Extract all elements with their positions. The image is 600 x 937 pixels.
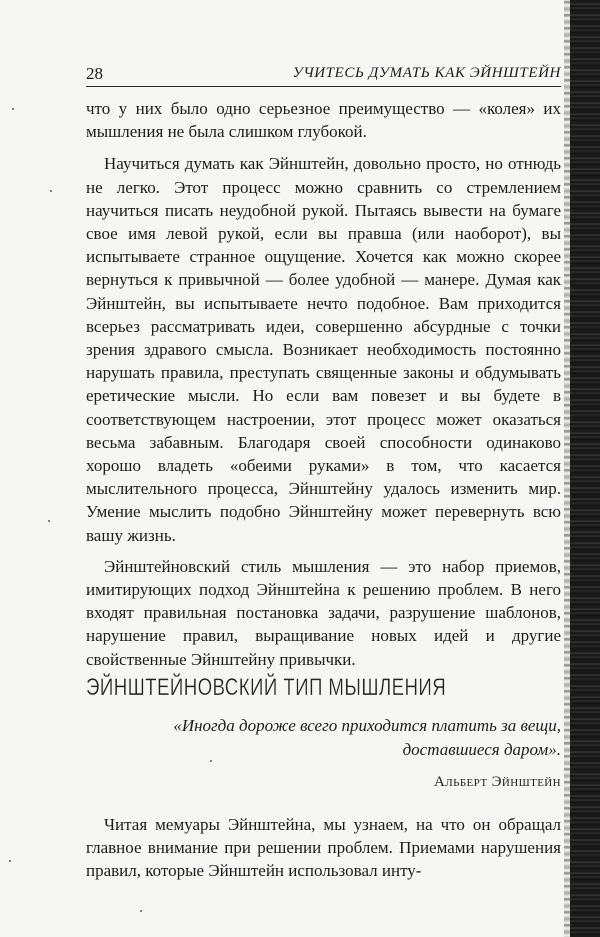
running-head: УЧИТЕСЬ ДУМАТЬ КАК ЭЙНШТЕЙН — [292, 65, 561, 81]
epigraph-attribution: Альберт Эйнштейн — [434, 774, 561, 790]
section-title: ЭЙНШТЕЙНОВСКИЙ ТИП МЫШЛЕНИЯ — [86, 674, 447, 701]
body-text — [86, 97, 561, 671]
page-header — [86, 62, 561, 87]
epigraph-quote: «Иногда дороже всего приходится платить за вещи, доставшиеся даром». — [173, 716, 561, 759]
paragraph-continued: что у них было одно серьезное преимущество — «колея» их мышления не была слишком глубокой. — [86, 99, 561, 142]
paragraph: Эйнштейновский стиль мышления — это набор приемов, имитирующих подход Эйнштейна к решению проблем. В него входят правильная постановка задачи, разрушение шаблонов, нарушение правил, выращивание новых идей и другие свойственные Эйнштейну привычки. — [86, 556, 561, 669]
paragraph: Читая мемуары Эйнштейна, мы узнаем, на что он обращал главное внимание при решении проблем. Приемами нарушения правил, которые Эйнштейн использовал инту- — [86, 815, 561, 881]
scan-edge — [570, 0, 600, 937]
page-number: 28 — [86, 64, 103, 83]
paragraph: Научиться думать как Эйнштейн, довольно просто, но отнюдь не легко. Этот процесс можно сравнить со стремлением научиться писать неудобной рукой. Пытаясь вывести на бумаге свое имя левой рукой, если вы правша (или наоборот), вы испытываете странное ощущение. Хочется как можно скорее вернуться к привычной — более удобной — манере. Думая как Эйнштейн, вы испытываете нечто подобное. Вам приходится всерьез рассматривать идеи, совершенно абсурдные с точки зрения здравого смысла. Возникает необходимость постоянно нарушать правила, преступать священные законы и обдумывать еретические мысли. Но если вам повезет и вы будете в соответствующем настроении, этот процесс может оказаться весьма забавным. Благодаря своей способности одинаково хорошо владеть «обеими руками» в том, что касается мыслительного процесса, Эйнштейну удалось изменить мир. Умение мыслить подобно Эйнштейну может перевернуть всю вашу жизнь. — [86, 154, 561, 545]
section-body-text — [86, 813, 561, 883]
